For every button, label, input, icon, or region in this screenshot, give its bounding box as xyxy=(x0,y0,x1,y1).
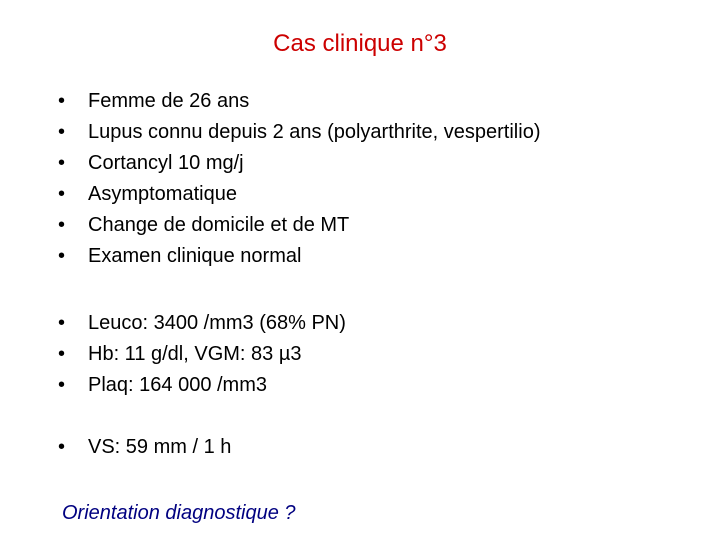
list-item: • Femme de 26 ans xyxy=(58,86,540,117)
list-item: • Examen clinique normal xyxy=(58,241,540,272)
list-item: • Asymptomatique xyxy=(58,179,540,210)
list-item: • Hb: 11 g/dl, VGM: 83 µ3 xyxy=(58,339,346,370)
history-list xyxy=(58,86,540,272)
diagnostic-question: Orientation diagnostique ? xyxy=(62,502,296,524)
list-item: • VS: 59 mm / 1 h xyxy=(58,432,231,463)
list-item: • Cortancyl 10 mg/j xyxy=(58,148,540,179)
list-item: • Lupus connu depuis 2 ans (polyarthrite, vespertilio) xyxy=(58,117,540,148)
slide-title: Cas clinique n°3 xyxy=(273,30,447,57)
list-item: • Leuco: 3400 /mm3 (68% PN) xyxy=(58,308,346,339)
list-item: • Change de domicile et de MT xyxy=(58,210,540,241)
vs-list xyxy=(58,432,231,463)
list-item: • Plaq: 164 000 /mm3 xyxy=(58,370,346,401)
biology-list xyxy=(58,308,346,401)
